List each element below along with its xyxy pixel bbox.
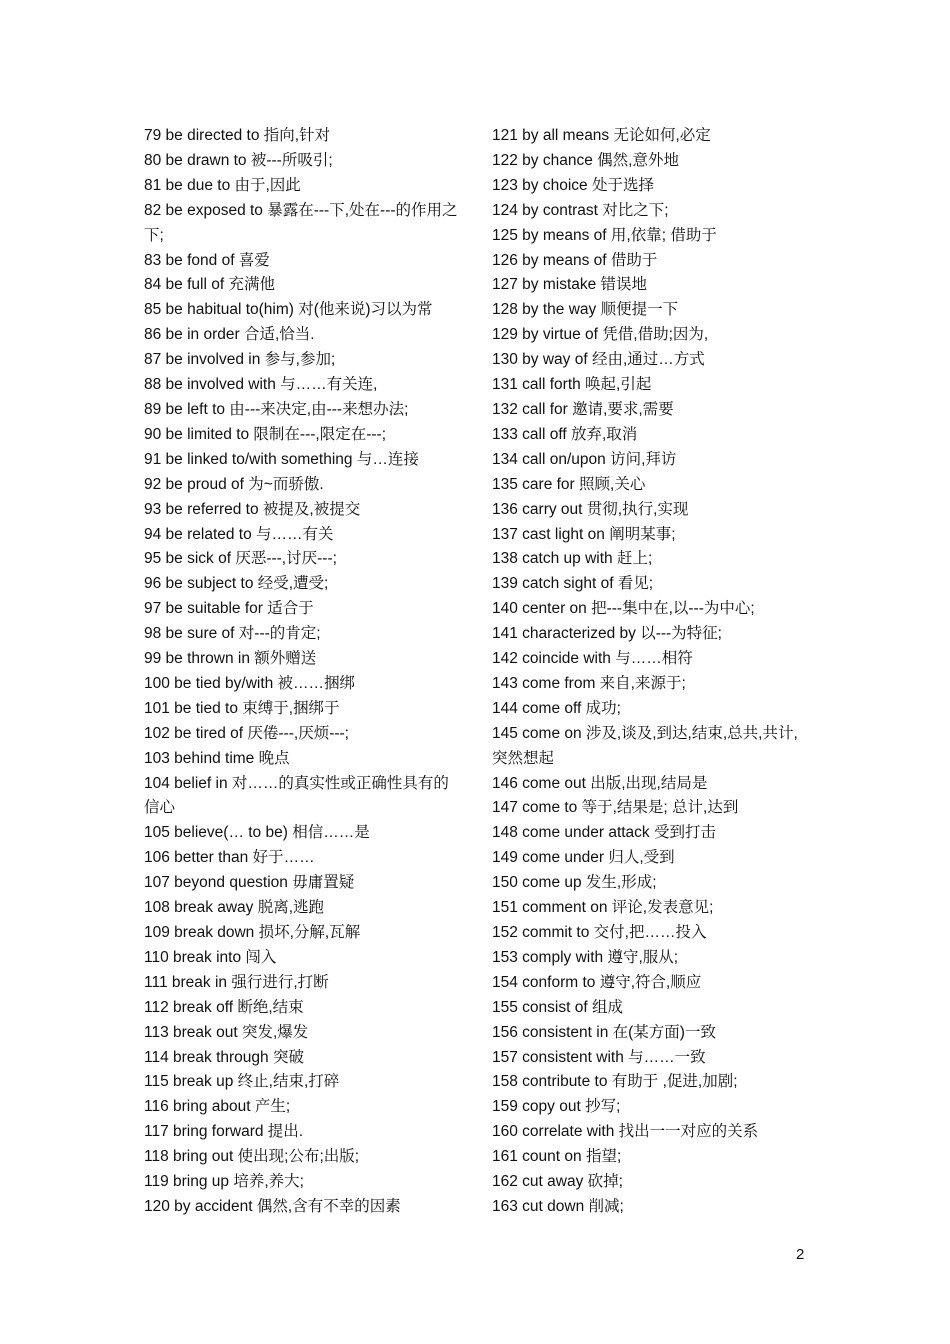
phrase-entry: 91 be linked to/with something 与…连接: [144, 450, 419, 468]
phrase-entry: 130 by way of 经由,通过…方式: [492, 351, 705, 369]
phrase-entry: 128 by the way 顺便提一下: [492, 301, 679, 319]
phrase-entry: 114 break through 突破: [144, 1048, 304, 1066]
phrase-entry: 156 consistent in 在(某方面)一致: [492, 1023, 716, 1041]
phrase-entry: 89 be left to 由---来决定,由---来想办法;: [144, 400, 409, 418]
phrase-entry: 113 break out 突发,爆发: [144, 1023, 309, 1041]
phrase-entry: 144 come off 成功;: [492, 699, 621, 717]
phrase-entry: 148 come under attack 受到打击: [492, 824, 716, 842]
phrase-entry: 135 care for 照顾,关心: [492, 475, 646, 493]
phrase-entry: 110 break into 闯入: [144, 948, 277, 966]
phrase-entry: 115 break up 终止,结束,打碎: [144, 1073, 340, 1091]
phrase-entry: 94 be related to 与……有关: [144, 525, 334, 543]
phrase-entry: 112 break off 断绝,结束: [144, 998, 304, 1016]
phrase-entry: 132 call for 邀请,要求,需要: [492, 400, 674, 418]
phrase-entry: 134 call on/upon 访问,拜访: [492, 450, 677, 468]
phrase-entry: 157 consistent with 与……一致: [492, 1048, 706, 1066]
phrase-entry: 93 be referred to 被提及,被提交: [144, 500, 361, 518]
phrase-entry: 137 cast light on 阐明某事;: [492, 525, 676, 543]
phrase-entry: 140 center on 把---集中在,以---为中心;: [492, 600, 755, 618]
phrase-entry: 124 by contrast 对比之下;: [492, 201, 669, 219]
phrase-entry: 133 call off 放弃,取消: [492, 425, 638, 443]
phrase-entry: 158 contribute to 有助于 ,促进,加剧;: [492, 1073, 738, 1091]
phrase-entry: 99 be thrown in 额外赠送: [144, 650, 317, 668]
phrase-entry: 86 be in order 合适,恰当.: [144, 326, 315, 344]
phrase-entry: 97 be suitable for 适合于: [144, 600, 314, 618]
phrase-entry: 92 be proud of 为~而骄傲.: [144, 475, 324, 493]
right-column: [492, 124, 808, 1220]
phrase-entry: 108 break away 脱离,逃跑: [144, 899, 325, 917]
phrase-entry: 83 be fond of 喜爱: [144, 251, 270, 269]
phrase-entry: 106 better than 好于……: [144, 849, 315, 867]
phrase-entry: 163 cut down 削减;: [492, 1197, 624, 1215]
phrase-entry: 150 come up 发生,形成;: [492, 874, 657, 892]
phrase-entry: 125 by means of 用,依靠; 借助于: [492, 226, 717, 244]
phrase-entry: 147 come to 等于,结果是; 总计,达到: [492, 799, 739, 817]
phrase-entry: 126 by means of 借助于: [492, 251, 658, 269]
phrase-entry: 136 carry out 贯彻,执行,实现: [492, 500, 689, 518]
phrase-entry: 160 correlate with 找出一一对应的关系: [492, 1123, 759, 1141]
phrase-entry: 111 break in 强行进行,打断: [144, 973, 329, 991]
left-column: [144, 124, 460, 1220]
phrase-entry: 80 be drawn to 被---所吸引;: [144, 151, 333, 169]
phrase-entry: 139 catch sight of 看见;: [492, 575, 654, 593]
phrase-entry: 129 by virtue of 凭借,借助;因为,: [492, 326, 709, 344]
phrase-entry: 123 by choice 处于选择: [492, 176, 654, 194]
phrase-entry: 101 be tied to 束缚于,捆绑于: [144, 699, 340, 717]
phrase-entry: 88 be involved with 与……有关连,: [144, 376, 378, 394]
phrase-entry: 103 behind time 晚点: [144, 749, 290, 767]
phrase-entry: 79 be directed to 指向,针对: [144, 127, 331, 144]
phrase-entry: 117 bring forward 提出.: [144, 1123, 304, 1141]
phrase-entry: 142 coincide with 与……相符: [492, 650, 693, 668]
phrase-entry: 159 copy out 抄写;: [492, 1098, 621, 1116]
phrase-entry: 155 consist of 组成: [492, 998, 623, 1016]
phrase-entry: 118 bring out 使出现;公布;出版;: [144, 1148, 360, 1166]
phrase-entry: 81 be due to 由于,因此: [144, 176, 301, 194]
phrase-entry: 162 cut away 砍掉;: [492, 1173, 623, 1191]
phrase-entry: 153 comply with 遵守,服从;: [492, 948, 679, 966]
phrase-entry: 120 by accident 偶然,含有不幸的因素: [144, 1197, 401, 1215]
phrase-entry: 152 commit to 交付,把……投入: [492, 924, 707, 941]
phrase-entry: 87 be involved in 参与,参加;: [144, 351, 336, 369]
phrase-entry: 102 be tired of 厌倦---,厌烦---;: [144, 724, 349, 742]
phrase-entry: 107 beyond question 毋庸置疑: [144, 874, 355, 892]
phrase-entry: 145 come on 涉及,谈及,到达,结束,总共,共计,突然想起: [492, 724, 798, 767]
phrase-entry: 131 call forth 唤起,引起: [492, 376, 652, 394]
phrase-entry: 98 be sure of 对---的肯定;: [144, 625, 321, 643]
phrase-entry: 141 characterized by 以---为特征;: [492, 625, 722, 643]
phrase-entry: 95 be sick of 厌恶---,讨厌---;: [144, 550, 337, 568]
phrase-entry: 122 by chance 偶然,意外地: [492, 151, 679, 169]
phrase-entry: 146 come out 出版,出现,结局是: [492, 774, 708, 792]
phrase-entry: 105 believe(… to be) 相信……是: [144, 824, 370, 842]
phrase-entry: 104 belief in 对……的真实性或正确性具有的信心: [144, 774, 449, 817]
phrase-entry: 151 comment on 评论,发表意见;: [492, 899, 714, 917]
phrase-entry: 143 come from 来自,来源于;: [492, 674, 686, 692]
phrase-entry: 161 count on 指望;: [492, 1148, 622, 1166]
phrase-entry: 154 conform to 遵守,符合,顺应: [492, 973, 702, 991]
phrase-entry: 119 bring up 培养,养大;: [144, 1173, 304, 1191]
phrase-entry: 127 by mistake 错误地: [492, 276, 648, 294]
phrase-entry: 121 by all means 无论如何,必定: [492, 127, 711, 144]
phrase-entry: 109 break down 损坏,分解,瓦解: [144, 924, 361, 941]
page-number: 2: [796, 1246, 805, 1263]
phrase-entry: 82 be exposed to 暴露在---下,处在---的作用之下;: [144, 201, 458, 244]
phrase-entry: 85 be habitual to(him) 对(他来说)习以为常: [144, 301, 433, 319]
phrase-entry: 138 catch up with 赶上;: [492, 550, 653, 568]
phrase-entry: 100 be tied by/with 被……捆绑: [144, 674, 356, 692]
phrase-entry: 96 be subject to 经受,遭受;: [144, 575, 329, 593]
phrase-entry: 84 be full of 充满他: [144, 276, 275, 294]
phrase-entry: 116 bring about 产生;: [144, 1098, 291, 1116]
phrase-entry: 90 be limited to 限制在---,限定在---;: [144, 425, 387, 443]
phrase-entry: 149 come under 归人,受到: [492, 849, 675, 867]
